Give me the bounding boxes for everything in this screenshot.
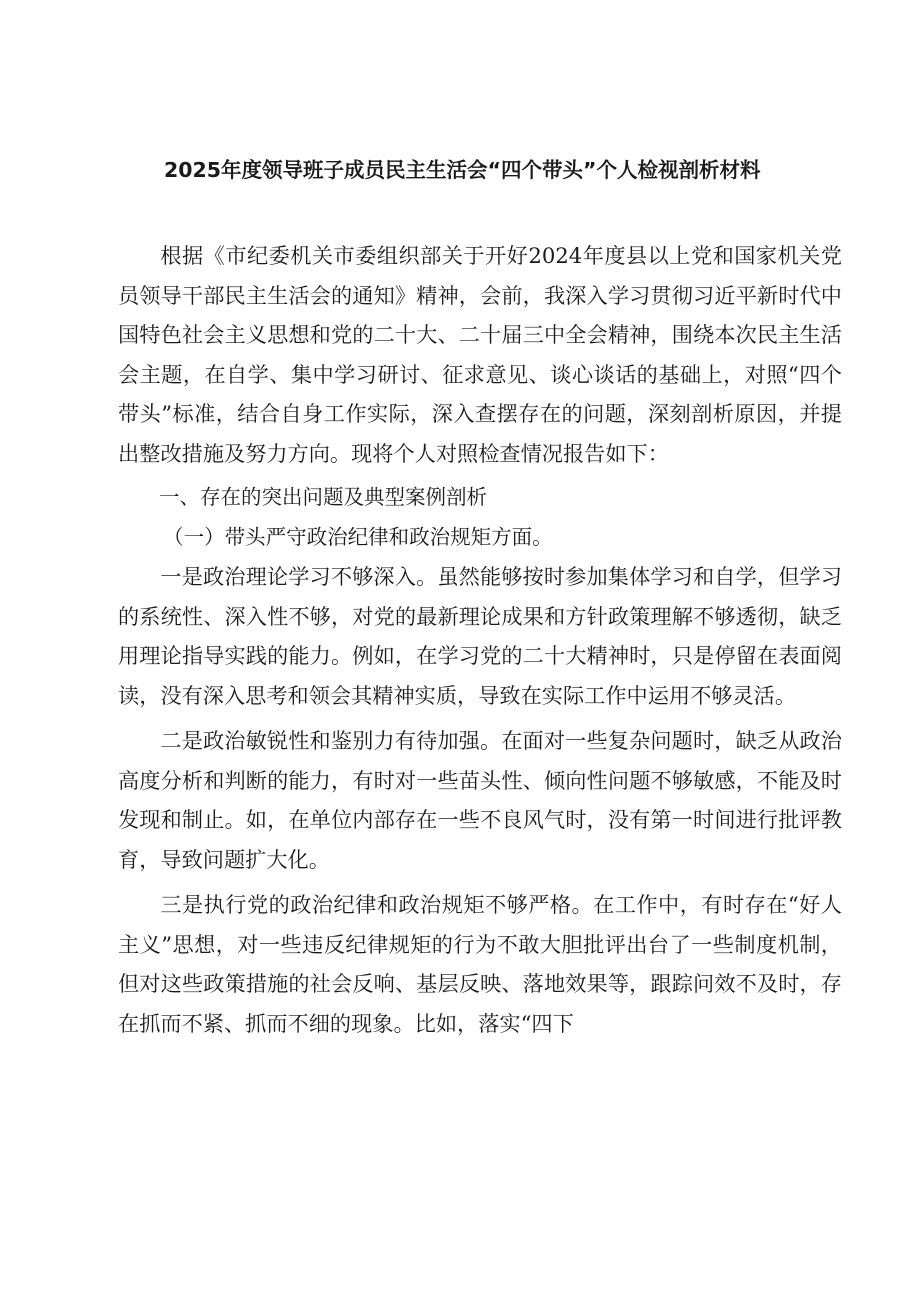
- subsection-heading: （一）带头严守政治纪律和政治规矩方面。: [163, 525, 553, 549]
- document-body: [118, 236, 842, 1043]
- body-paragraph-2: 二是政治敏锐性和鉴别力有待加强。在面对一些复杂问题时，缺乏从政治高度分析和判断的能力，有时对一些苗头性、倾向性问题不够敏感，不能及时发现和制止。如，在单位内部存在一些不良风气时，没有第一时间进行批评教育，导致问题扩大化。: [118, 728, 842, 872]
- body-paragraph-3: 三是执行党的政治纪律和政治规矩不够严格。在工作中，有时存在“好人主义”思想，对一些违反纪律规矩的行为不敢大胆批评出台了一些制度机制，但对这些政策措施的社会反响、基层反映、落地效果等，跟踪问效不及时，存在抓而不紧、抓而不细的现象。比如，落实“四下: [118, 892, 842, 1036]
- document-title: 2025年度领导班子成员民主生活会“四个带头”个人检视剖析材料: [164, 158, 761, 182]
- section-heading: 一、存在的突出问题及典型案例剖析: [159, 485, 487, 509]
- body-paragraph-1: 一是政治理论学习不够深入。虽然能够按时参加集体学习和自学，但学习的系统性、深入性不够，对党的最新理论成果和方针政策理解不够透彻，缺乏用理论指导实践的能力。例如，在学习党的二十大精神时，只是停留在表面阅读，没有深入思考和领会其精神实质，导致在实际工作中运用不够灵活。: [118, 564, 842, 708]
- intro-paragraph: 根据《市纪委机关市委组织部关于开好2024年度县以上党和国家机关党员领导干部民主生活会的通知》精神，会前，我深入学习贯彻习近平新时代中国特色社会主义思想和党的二十大、二十届三中全会精神，围绕本次民主生活会主题，在自学、集中学习研讨、征求意见、谈心谈话的基础上，对照“四个带头”标准，结合自身工作实际，深入查摆存在的问题，深刻剖析原因，并提出整改措施及努力方向。现将个人对照检查情况报告如下：: [118, 243, 842, 466]
